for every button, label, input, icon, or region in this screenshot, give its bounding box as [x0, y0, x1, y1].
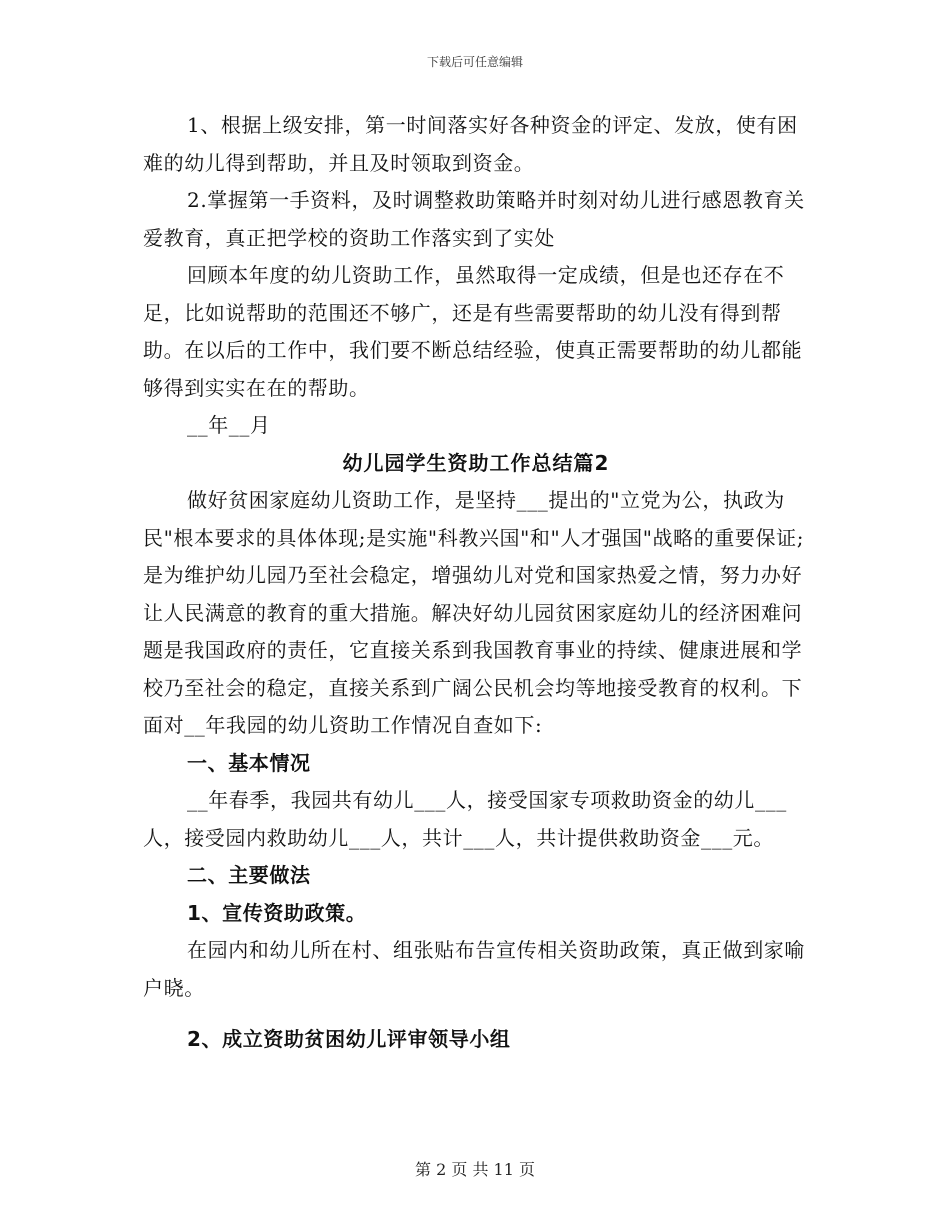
- paragraph-6: 在园内和幼儿所在村、组张贴布告宣传相关资助政策，真正做到家喻户晓。: [143, 938, 805, 1000]
- page-header-note: 下载后可任意编辑: [426, 55, 523, 69]
- date-line: __年__月: [187, 413, 271, 437]
- heading-review-group: 2、成立资助贫困幼儿评审领导小组: [187, 1027, 511, 1051]
- page-number: 第 2 页 共 11 页: [415, 1160, 535, 1179]
- paragraph-2: 2.掌握第一手资料，及时调整救助策略并时刻对幼儿进行感恩教育关爱教育，真正把学校的资助工作落实到了实处: [143, 188, 805, 250]
- section-title: 幼儿园学生资助工作总结篇2: [342, 450, 610, 475]
- paragraph-3: 回顾本年度的幼儿资助工作，虽然取得一定成绩，但是也还存在不足，比如说帮助的范围还不够广，还是有些需要帮助的幼儿没有得到帮助。在以后的工作中，我们要不断总结经验，使真正需要帮助的幼儿都能够得到实实在在的帮助。: [143, 263, 803, 400]
- paragraph-4: 做好贫困家庭幼儿资助工作，是坚持___提出的"立党为公，执政为民"根本要求的具体体现;是实施"科教兴国"和"人才强国"战略的重要保证;是为维护幼儿园乃至社会稳定，增强幼儿对党和国家热爱之情，努力办好让人民满意的教育的重大措施。解决好幼儿园贫困家庭幼儿的经济困难问题是我国政府的责任，它直接关系到我国教育事业的持续、健康进展和学校乃至社会的稳定，直接关系到广阔公民机会均等地接受教育的权利。下面对__年我园的幼儿资助工作情况自查如下:: [143, 488, 805, 737]
- heading-publicize-policy: 1、宣传资助政策。: [187, 900, 367, 925]
- document-body: [143, 107, 809, 1059]
- paragraph-1: 1、根据上级安排，第一时间落实好各种资金的评定、发放，使有困难的幼儿得到帮助，并且及时领取到资金。: [143, 113, 798, 175]
- heading-main-practices: 二、主要做法: [187, 863, 311, 887]
- heading-basic-situation: 一、基本情况: [187, 750, 311, 775]
- paragraph-5: __年春季，我园共有幼儿___人，接受国家专项救助资金的幼儿___人，接受园内救助幼儿___人，共计___人，共计提供救助资金___元。: [143, 788, 787, 850]
